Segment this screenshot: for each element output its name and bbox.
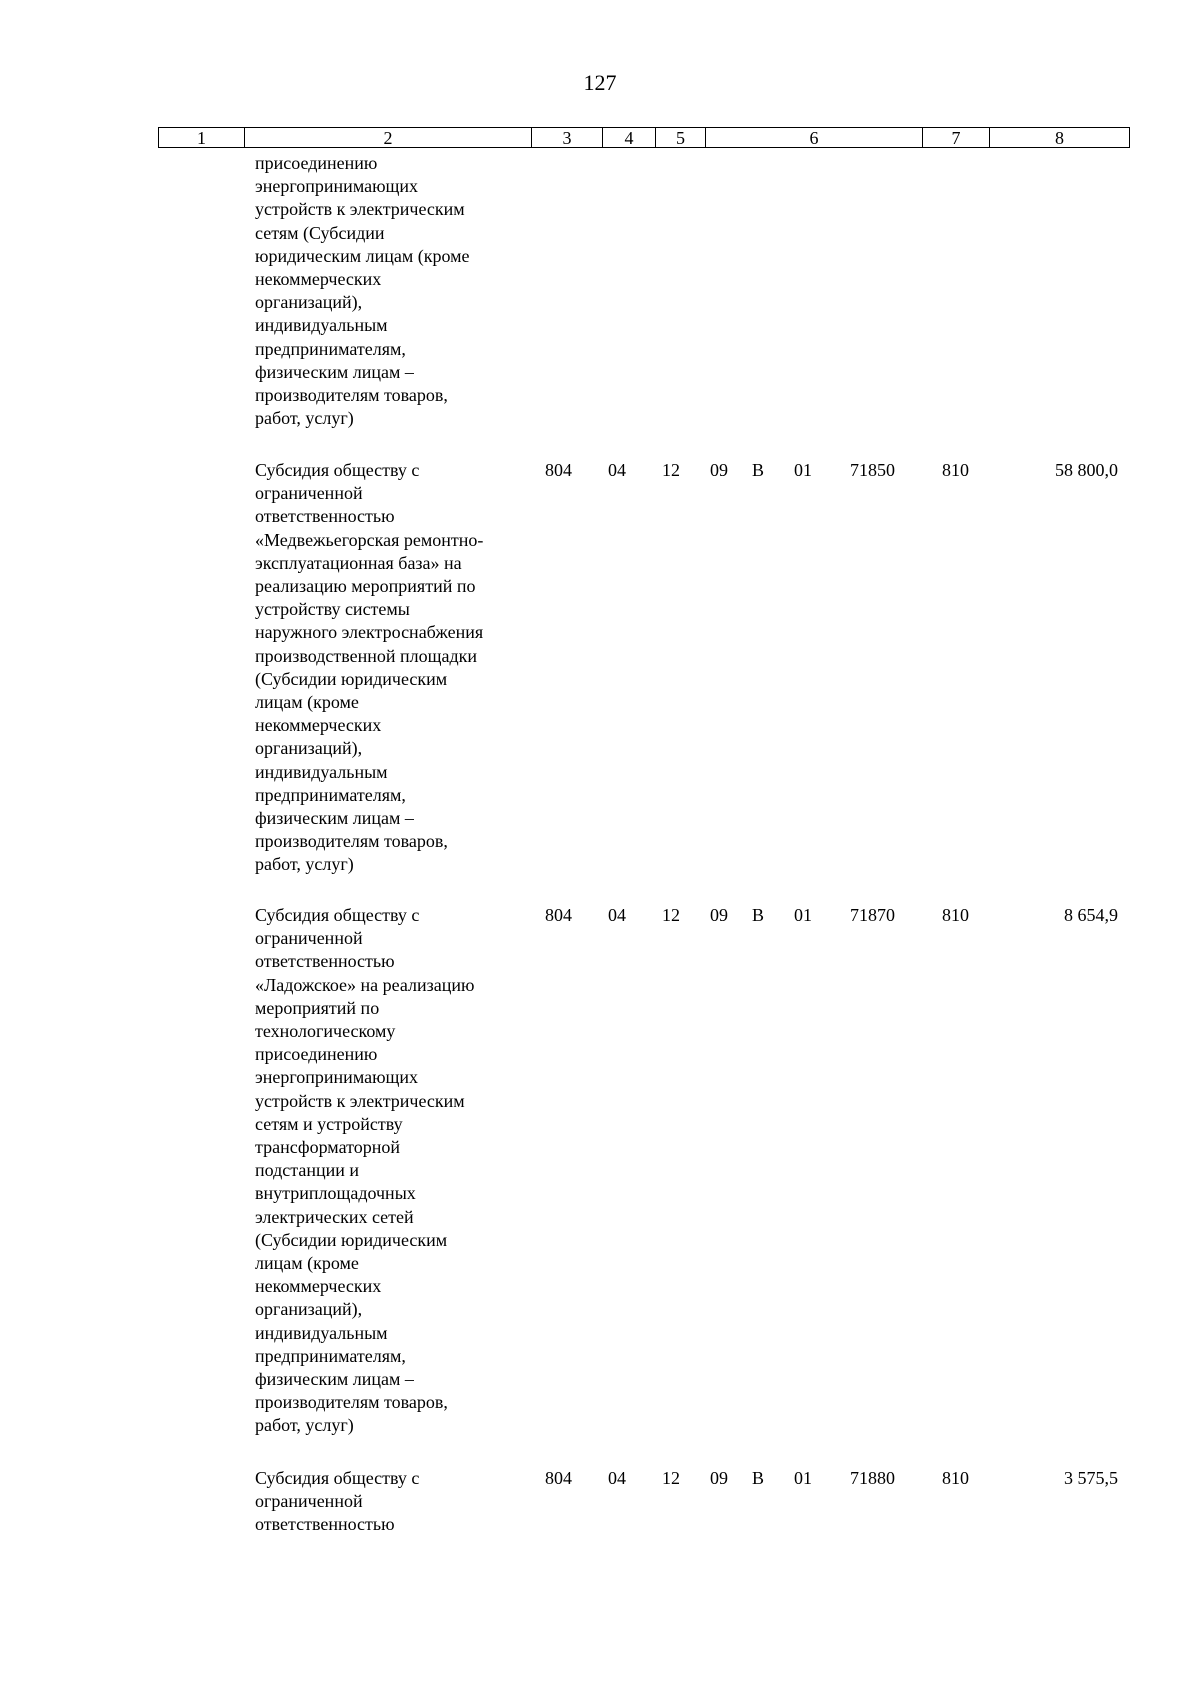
cell-col-4: 04 [608,905,626,925]
cell-col-6-a: 09 [710,460,728,480]
cell-col-3: 804 [545,1468,572,1488]
cell-col-7: 810 [942,905,969,925]
header-col-1: 1 [158,127,244,148]
cell-col-6-c: 01 [794,1468,812,1488]
cell-col-3: 804 [545,905,572,925]
row-description: Субсидия обществу с ограниченной ответственностью «Ладожское» на реализацию мероприятий по технологическому присоединению энергопринимающих устройств к электрическим сетям и устройству трансформаторной подстанции и внутриплощадочных электрических сетей (Субсидии юридическим лицам (кроме некоммерческих организаций), индивидуальным предпринимателям, физическим лицам – производителям товаров, работ, услуг) [255,905,475,1436]
header-col-5: 5 [655,127,705,148]
header-col-7: 7 [922,127,989,148]
header-col-8: 8 [989,127,1130,148]
cell-col-6-c: 01 [794,460,812,480]
row-description: присоединению энергопринимающих устройств к электрическим сетям (Субсидии юридическим лицам (кроме некоммерческих организаций), индивидуальным предпринимателям, физическим лицам – производителям товаров, работ, услуг) [255,153,470,429]
cell-col-8: 58 800,0 [1055,460,1118,480]
row-description: Субсидия обществу с ограниченной ответственностью «Медвежьегорская ремонтно- эксплуатационная база» на реализацию мероприятий по устройству системы наружного электроснабжения производственной площадки (Субсидии юридическим лицам (кроме некоммерческих организаций), индивидуальным предпринимателям, физическим лицам – производителям товаров, работ, услуг) [255,460,484,875]
cell-col-3: 804 [545,460,572,480]
cell-col-6-b: В [752,1468,765,1488]
cell-col-6-d: 71880 [850,1468,895,1488]
cell-col-7: 810 [942,1468,969,1488]
page-number: 127 [583,70,617,95]
cell-col-6-a: 09 [710,1468,728,1488]
header-col-2: 2 [244,127,531,148]
cell-col-5: 12 [662,1468,680,1488]
cell-col-5: 12 [662,460,680,480]
header-col-6: 6 [705,127,922,148]
cell-col-5: 12 [662,905,680,925]
cell-col-7: 810 [942,460,969,480]
cell-col-6-c: 01 [794,905,812,925]
header-col-3: 3 [531,127,602,148]
cell-col-6-b: В [752,905,765,925]
row-description: Субсидия обществу с ограниченной ответственностью [255,1468,420,1535]
cell-col-4: 04 [608,1468,626,1488]
header-col-4: 4 [602,127,655,148]
cell-col-4: 04 [608,460,626,480]
cell-col-6-a: 09 [710,905,728,925]
cell-col-8: 8 654,9 [1064,905,1118,925]
table-header [158,127,1130,149]
cell-col-6-d: 71870 [850,905,895,925]
cell-col-8: 3 575,5 [1064,1468,1118,1488]
cell-col-6-d: 71850 [850,460,895,480]
cell-col-6-b: В [752,460,765,480]
